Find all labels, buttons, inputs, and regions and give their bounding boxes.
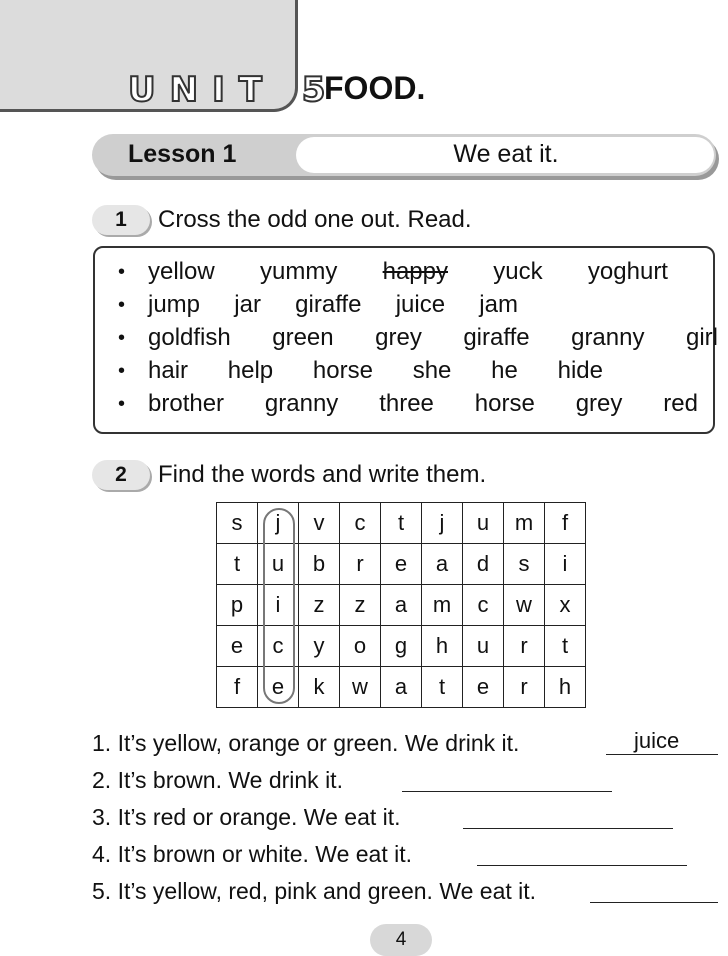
word[interactable]: hide	[557, 357, 603, 384]
grid-cell[interactable]: w	[340, 667, 381, 708]
word[interactable]: yoghurt	[587, 258, 668, 285]
word[interactable]: he	[491, 357, 518, 384]
grid-cell[interactable]: g	[381, 626, 422, 667]
question-text: 3. It’s red or orange. We eat it.	[92, 804, 401, 830]
task-1-instruction: Cross the odd one out. Read.	[158, 206, 472, 233]
question-text: 1. It’s yellow, orange or green. We drink it.	[92, 730, 520, 756]
word[interactable]: juice	[395, 291, 446, 318]
question-text: 2. It’s brown. We drink it.	[92, 767, 343, 793]
grid-cell[interactable]: e	[463, 667, 504, 708]
word[interactable]: goldfish	[148, 324, 231, 351]
word[interactable]: grey	[375, 324, 422, 351]
word-row	[118, 357, 603, 385]
bullet-icon: •	[118, 260, 126, 283]
grid-cell[interactable]: z	[340, 585, 381, 626]
page-number: 4	[370, 924, 432, 956]
grid-cell[interactable]: j	[258, 503, 299, 544]
grid-cell[interactable]: s	[504, 544, 545, 585]
grid-cell[interactable]: f	[545, 503, 586, 544]
grid-cell[interactable]: r	[340, 544, 381, 585]
word[interactable]: jam	[479, 291, 518, 318]
grid-cell[interactable]: m	[422, 585, 463, 626]
grid-cell[interactable]: y	[299, 626, 340, 667]
lesson-name: Lesson 1	[128, 140, 237, 168]
grid-cell[interactable]: u	[463, 626, 504, 667]
grid-cell[interactable]: h	[422, 626, 463, 667]
grid-cell[interactable]: t	[381, 503, 422, 544]
task-2-instruction: Find the words and write them.	[158, 461, 487, 488]
grid-cell[interactable]: i	[545, 544, 586, 585]
task-1-number: 1	[92, 205, 150, 235]
answer-line[interactable]	[463, 828, 673, 829]
word[interactable]: yuck	[493, 258, 543, 285]
grid-cell[interactable]: a	[381, 667, 422, 708]
grid-cell[interactable]: a	[422, 544, 463, 585]
answer-line[interactable]	[402, 791, 612, 792]
word[interactable]: green	[272, 324, 334, 351]
grid-cell[interactable]: p	[217, 585, 258, 626]
grid-cell[interactable]: c	[258, 626, 299, 667]
grid-cell[interactable]: e	[258, 667, 299, 708]
answer-line[interactable]	[477, 865, 687, 866]
grid-cell[interactable]: c	[340, 503, 381, 544]
lesson-topic: We eat it.	[453, 140, 559, 168]
word[interactable]: she	[412, 357, 452, 384]
grid-cell[interactable]: c	[463, 585, 504, 626]
answer-line[interactable]	[590, 902, 718, 903]
word[interactable]: granny	[264, 390, 339, 417]
grid-cell[interactable]: i	[258, 585, 299, 626]
word[interactable]: jump	[148, 291, 201, 318]
answer-text: juice	[634, 728, 680, 753]
grid-cell[interactable]: f	[217, 667, 258, 708]
bullet-icon: •	[118, 293, 126, 316]
grid-cell[interactable]: u	[258, 544, 299, 585]
grid-cell[interactable]: u	[463, 503, 504, 544]
grid-cell[interactable]: h	[545, 667, 586, 708]
bullet-icon: •	[118, 359, 126, 382]
word[interactable]: horse	[312, 357, 373, 384]
grid-cell[interactable]: v	[299, 503, 340, 544]
bullet-icon: •	[118, 326, 126, 349]
word[interactable]: giraffe	[463, 324, 530, 351]
question-text: 5. It’s yellow, red, pink and green. We eat it.	[92, 878, 537, 904]
word-row	[118, 258, 668, 286]
grid-cell[interactable]: w	[504, 585, 545, 626]
bullet-icon: •	[118, 392, 126, 415]
word[interactable]: jar	[234, 291, 261, 318]
task-2-number: 2	[92, 460, 150, 490]
word[interactable]: brother	[148, 390, 225, 417]
unit-label: UNIT 5	[128, 70, 340, 110]
word-row	[118, 390, 698, 418]
grid-cell[interactable]: b	[299, 544, 340, 585]
word[interactable]: grey	[575, 390, 623, 417]
word[interactable]: granny	[571, 324, 645, 351]
word-row	[118, 291, 518, 319]
grid-cell[interactable]: t	[422, 667, 463, 708]
word[interactable]: hair	[148, 357, 189, 384]
grid-cell[interactable]: s	[217, 503, 258, 544]
answer-line[interactable]	[606, 754, 718, 755]
grid-cell[interactable]: e	[381, 544, 422, 585]
grid-cell[interactable]: x	[545, 585, 586, 626]
word[interactable]: help	[227, 357, 274, 384]
grid-cell[interactable]: d	[463, 544, 504, 585]
word[interactable]: red	[663, 390, 698, 417]
grid-cell[interactable]: r	[504, 667, 545, 708]
question-text: 4. It’s brown or white. We eat it.	[92, 841, 413, 867]
word[interactable]: giraffe	[295, 291, 362, 318]
grid-cell[interactable]: e	[217, 626, 258, 667]
grid-cell[interactable]: j	[422, 503, 463, 544]
word[interactable]: yummy	[259, 258, 338, 285]
word[interactable]: yellow	[148, 258, 215, 285]
grid-cell[interactable]: m	[504, 503, 545, 544]
grid-cell[interactable]: r	[504, 626, 545, 667]
word-row	[118, 324, 718, 352]
word[interactable]: horse	[474, 390, 535, 417]
grid-cell[interactable]: k	[299, 667, 340, 708]
grid-cell[interactable]: z	[299, 585, 340, 626]
grid-cell[interactable]: o	[340, 626, 381, 667]
word[interactable]: girl	[685, 324, 718, 351]
word[interactable]: happy	[382, 258, 448, 285]
unit-title: FOOD.	[324, 70, 426, 106]
grid-cell[interactable]: a	[381, 585, 422, 626]
found-word-loop	[263, 508, 295, 704]
grid-cell[interactable]: t	[545, 626, 586, 667]
word[interactable]: three	[379, 390, 434, 417]
grid-cell[interactable]: t	[217, 544, 258, 585]
